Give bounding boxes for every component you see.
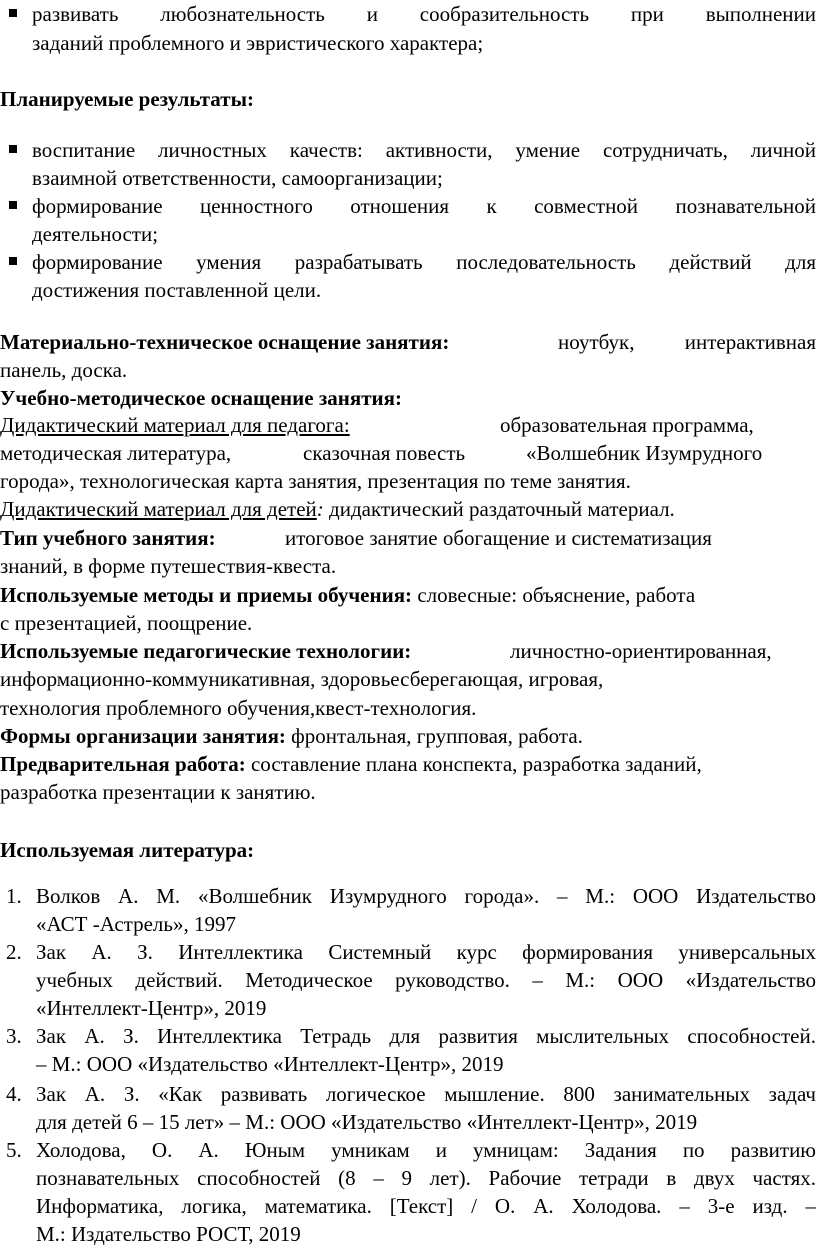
planned-results-heading: Планируемые результаты: <box>0 87 254 111</box>
literature-heading: Используемая литература: <box>0 838 255 862</box>
literature-item-number: 1. <box>6 884 22 908</box>
literature-item-5-line-3: Информатика, логика, математика. [Текст] / О. А. Холодова. – 3-е изд. – <box>36 1194 816 1218</box>
planned-item-1-line-1: воспитание личностных качеств: активности, умение сотрудничать, личной <box>32 138 816 162</box>
literature-item-3-line-2: – М.: ООО «Издательство «Интеллект-Центр», 2019 <box>36 1052 504 1076</box>
teacher-material-line-2a: методическая литература, <box>0 441 232 465</box>
technologies-value-line-2: информационно-коммуникативная, здоровьесберегающая, игровая, <box>0 667 604 691</box>
literature-item-3-line-1: Зак А. З. Интеллектика Тетрадь для развития мыслительных способностей. <box>36 1024 816 1048</box>
top-bullet-line-1: развивать любознательность и сообразительность при выполнении <box>32 2 816 26</box>
planned-item-3-line-1: формирование умения разрабатывать последовательность действий для <box>32 250 816 274</box>
top-bullet-line-2: заданий проблемного и эвристического характера; <box>32 31 484 55</box>
literature-item-1-line-1: Волков А. М. «Волшебник Изумрудного города». – М.: ООО Издательство <box>36 884 816 908</box>
bullet-marker <box>9 9 17 17</box>
lesson-type-label: Тип учебного занятия: <box>0 526 216 550</box>
lesson-type-value-line-1: итоговое занятие обогащение и систематизация <box>285 526 712 550</box>
bullet-marker <box>9 257 17 265</box>
equipment-label: Материально-техническое оснащение занятия: <box>0 330 450 354</box>
literature-item-5-line-4: М.: Издательство РОСТ, 2019 <box>36 1222 301 1246</box>
technologies-value-line-3: технология проблемного обучения,квест-технология. <box>0 696 477 720</box>
literature-item-5-line-1: Холодова, О. А. Юным умникам и умницам: Задания по развитию <box>36 1138 816 1162</box>
lesson-type-value-line-2: знаний, в форме путешествия-квеста. <box>0 554 337 578</box>
teacher-material-label: Дидактический материал для педагога: <box>0 413 350 437</box>
forms-line: Формы организации занятия: фронтальная, групповая, работа. <box>0 724 583 748</box>
teacher-material-line-1: образовательная программа, <box>500 413 754 437</box>
planned-item-3-line-2: достижения поставленной цели. <box>32 278 322 302</box>
technologies-label: Используемые педагогические технологии: <box>0 639 412 663</box>
planned-item-1-line-2: взаимной ответственности, самоорганизации; <box>32 166 443 190</box>
preliminary-line-1: Предварительная работа: составление плана конспекта, разработка заданий, <box>0 752 702 776</box>
teacher-material-line-3: города», технологическая карта занятия, презентация по теме занятия. <box>0 469 631 493</box>
planned-item-2-line-2: деятельности; <box>32 222 159 246</box>
literature-item-4-line-1: Зак А. З. «Как развивать логическое мышление. 800 занимательных задач <box>36 1082 816 1106</box>
literature-item-4-line-2: для детей 6 – 15 лет» – М.: ООО «Издательство «Интеллект-Центр», 2019 <box>36 1110 698 1134</box>
bullet-marker <box>9 201 17 209</box>
planned-item-2-line-1: формирование ценностного отношения к совместной познавательной <box>32 194 816 218</box>
children-material: Дидактический материал для детей: дидактический раздаточный материал. <box>0 497 675 521</box>
literature-item-number: 2. <box>6 940 22 964</box>
teacher-material-line-2b: сказочная повесть <box>303 441 466 465</box>
literature-item-2-line-2: учебных действий. Методическое руководство. – М.: ООО «Издательство <box>36 968 816 992</box>
literature-item-number: 4. <box>6 1082 22 1106</box>
technologies-value-line-1: личностно-ориентированная, <box>510 639 772 663</box>
literature-item-1-line-2: «АСТ -Астрель», 1997 <box>36 912 236 936</box>
teacher-material-line-2c: «Волшебник Изумрудного <box>526 441 763 465</box>
literature-item-5-line-2: познавательных способностей (8 – 9 лет). Рабочие тетради в двух частях. <box>36 1166 816 1190</box>
methods-line-2: с презентацией, поощрение. <box>0 611 253 635</box>
preliminary-line-2: разработка презентации к занятию. <box>0 780 316 804</box>
methodical-heading: Учебно-методическое оснащение занятия: <box>0 386 402 410</box>
literature-item-2-line-3: «Интеллект-Центр», 2019 <box>36 996 267 1020</box>
bullet-marker <box>9 145 17 153</box>
equipment-value-line-1: ноутбук, интерактивная <box>558 330 816 354</box>
equipment-value-line-2: панель, доска. <box>0 358 128 382</box>
methods-line-1: Используемые методы и приемы обучения: словесные: объяснение, работа <box>0 583 696 607</box>
literature-item-2-line-1: Зак А. З. Интеллектика Системный курс формирования универсальных <box>36 940 816 964</box>
literature-item-number: 3. <box>6 1024 22 1048</box>
literature-item-number: 5. <box>6 1138 22 1162</box>
